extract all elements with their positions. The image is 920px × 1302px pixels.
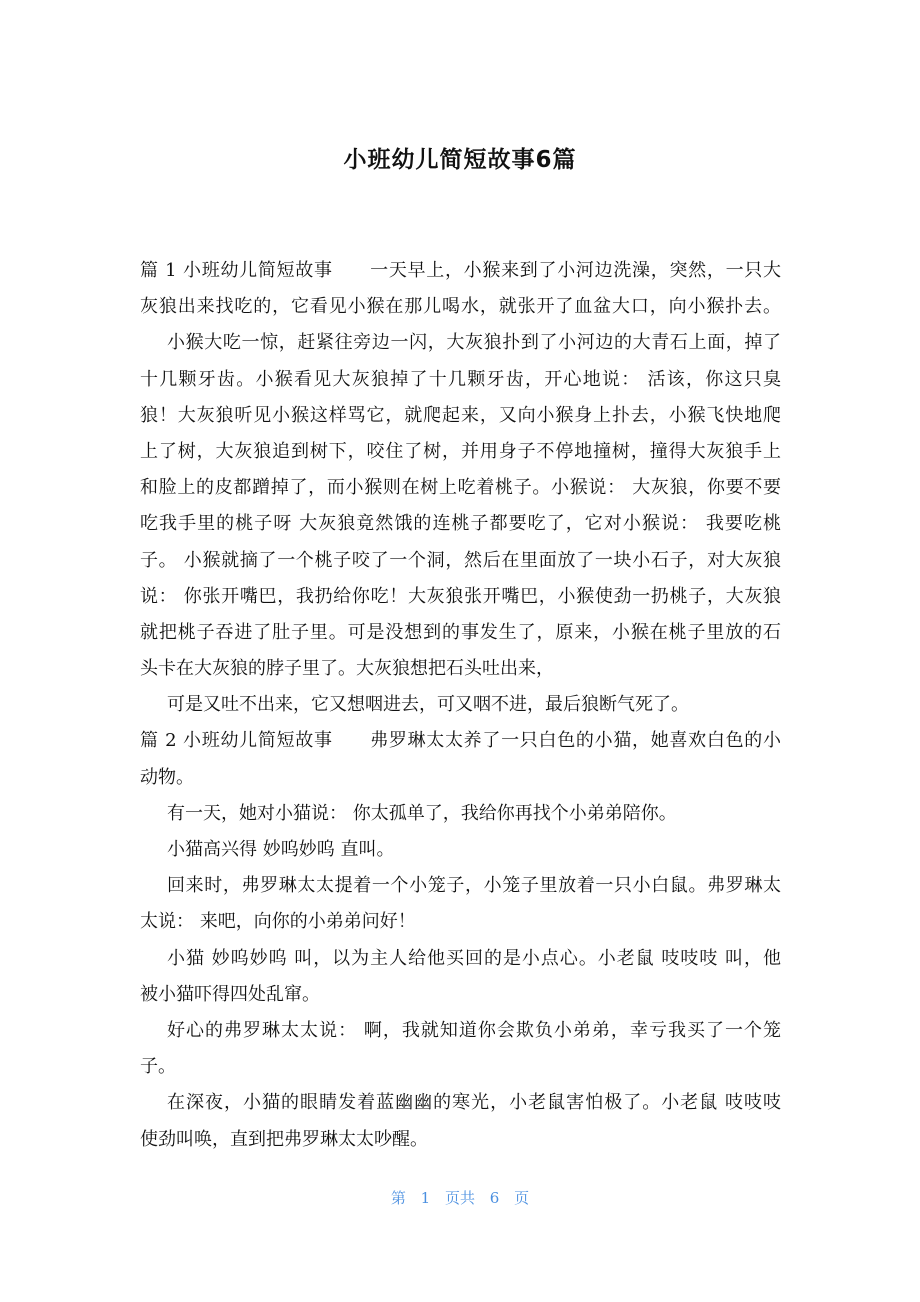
text-line: 使劲叫唤，直到把弗罗琳太太吵醒。 — [140, 1128, 428, 1150]
text-line: 说： 你张开嘴巴，我扔给你吃！大灰狼张开嘴巴，小猴使劲一扔桃子，大灰狼 — [140, 585, 781, 607]
text-line: 太说： 来吧，向你的小弟弟问好！ — [140, 911, 416, 933]
text-line: 篇 2 小班幼儿简短故事 弗罗琳太太养了一只白色的小猫，她喜欢白色的小 — [140, 730, 781, 752]
text-line: 和脸上的皮都蹭掉了，而小猴则在树上吃着桃子。小猴说： 大灰狼，你要不要 — [140, 477, 781, 499]
text-line: 被小猫吓得四处乱窜。 — [140, 983, 320, 1005]
text-line: 狼！大灰狼听见小猴这样骂它，就爬起来，又向小猴身上扑去，小猴飞快地爬 — [140, 404, 781, 426]
page-number-footer: 第 1 页共 6 页 — [390, 1189, 530, 1207]
text-line: 灰狼出来找吃的，它看见小猴在那儿喝水，就张开了血盆大口，向小猴扑去。 — [140, 296, 781, 318]
text-line: 十几颗牙齿。小猴看见大灰狼掉了十几颗牙齿，开心地说： 活该，你这只臭 — [140, 368, 781, 390]
text-line: 吃我手里的桃子呀 大灰狼竟然饿的连桃子都要吃了，它对小猴说： 我要吃桃 — [140, 513, 781, 535]
text-line: 子。 小猴就摘了一个桃子咬了一个洞，然后在里面放了一块小石子，对大灰狼 — [140, 549, 781, 571]
text-line: 回来时，弗罗琳太太提着一个小笼子，小笼子里放着一只小白鼠。弗罗琳太 — [167, 875, 781, 897]
text-line: 小猴大吃一惊，赶紧往旁边一闪，大灰狼扑到了小河边的大青石上面，掉了 — [167, 332, 781, 354]
text-line: 子。 — [140, 1056, 176, 1078]
document-title: 小班幼儿简短故事6篇 — [343, 147, 577, 173]
text-line: 上了树，大灰狼追到树下，咬住了树，并用身子不停地撞树，撞得大灰狼手上 — [140, 440, 781, 462]
text-line: 就把桃子吞进了肚子里。可是没想到的事发生了，原来，小猴在桃子里放的石 — [140, 621, 781, 643]
text-line: 可是又吐不出来，它又想咽进去，可又咽不进，最后狼断气死了。 — [167, 694, 689, 716]
text-line: 有一天，她对小猫说： 你太孤单了，我给你再找个小弟弟陪你。 — [167, 802, 677, 824]
text-line: 动物。 — [140, 766, 194, 788]
text-line: 好心的弗罗琳太太说： 啊，我就知道你会欺负小弟弟，幸亏我买了一个笼 — [167, 1019, 781, 1041]
text-line: 在深夜，小猫的眼睛发着蓝幽幽的寒光，小老鼠害怕极了。小老鼠 吱吱吱 — [167, 1092, 781, 1114]
text-line: 小猫高兴得 妙呜妙呜 直叫。 — [167, 839, 395, 860]
text-line: 头卡在大灰狼的脖子里了。大灰狼想把石头吐出来， — [140, 658, 554, 680]
text-line: 小猫 妙呜妙呜 叫，以为主人给他买回的是小点心。小老鼠 吱吱吱 叫，他 — [167, 947, 781, 969]
text-line: 篇 1 小班幼儿简短故事 一天早上，小猴来到了小河边洗澡，突然，一只大 — [140, 260, 781, 281]
document-body — [140, 253, 781, 1158]
